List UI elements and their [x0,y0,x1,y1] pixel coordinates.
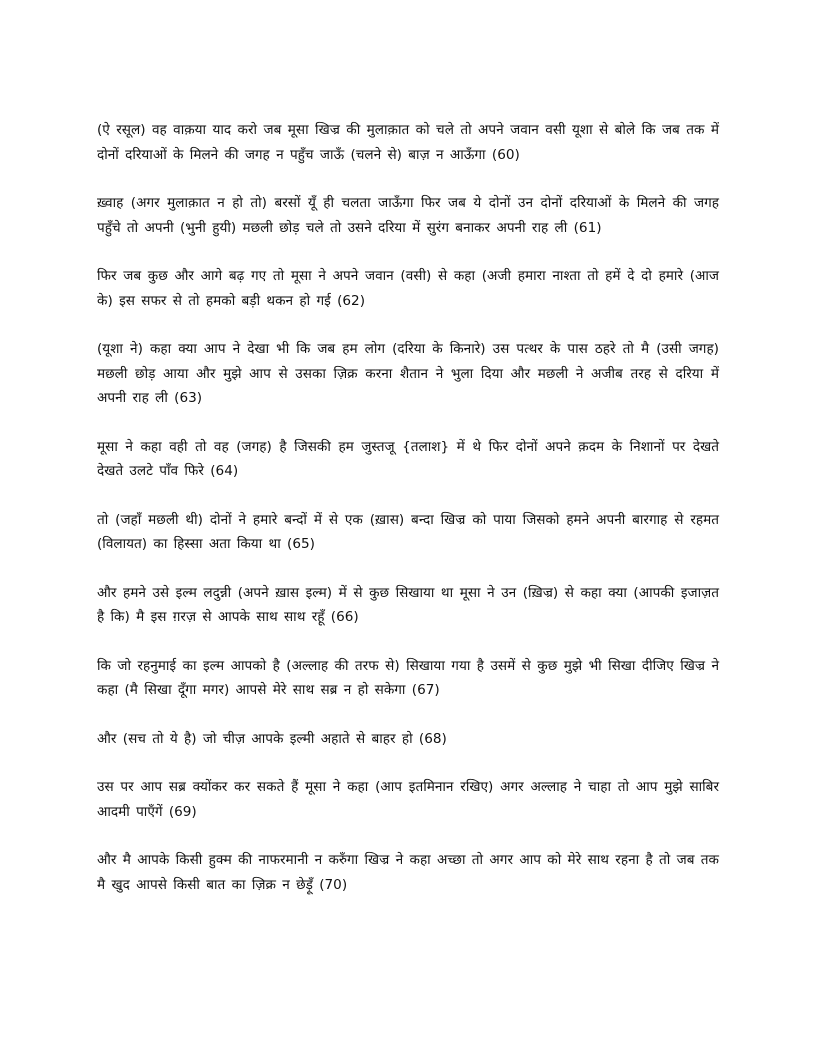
verse-70: और मै आपके किसी हुक्म की नाफरमानी न करुँगा खिज्र ने कहा अच्छा तो अगर आप को मेरे साथ रहना है तो जब तक मै खुद आपसे किसी बात का ज़िक्र न छेड़ूँ (70) [97,852,719,893]
verse-62: फिर जब कुछ और आगे बढ़ गए तो मूसा ने अपने जवान (वसी) से कहा (अजी हमारा नाश्ता तो हमें दे दो हमारे (आज के) इस सफर से तो हमको बड़ी थकन हो गई (62) [97,268,719,309]
document-page [97,118,719,921]
verse-64: मूसा ने कहा वही तो वह (जगह) है जिसकी हम जुस्तजू {तलाश} में थे फिर दोनों अपने क़दम के निशानों पर देखते देखते उलटे पाँव फिरे (64) [97,438,719,479]
verse-68: और (सच तो ये है) जो चीज़ आपके इल्मी अहाते से बाहर हो (68) [97,730,447,747]
verse-67: कि जो रहनुमाई का इल्म आपको है (अल्लाह की तरफ से) सिखाया गया है उसमें से कुछ मुझे भी सिखा दीजिए खिज्र ने कहा (मै सिखा दूँगा मगर) आपसे मेरे साथ सब्र न हो सकेगा (67) [97,657,719,698]
verse-61: ख़्वाह (अगर मुलाक़ात न हो तो) बरसों यूँ ही चलता जाऊँगा फिर जब ये दोनों उन दोनों दरियाओं के मिलने की जगह पहुँचे तो अपनी (भुनी हुयी) मछली छोड़ चले तो उसने दरिया में सुरंग बनाकर अपनी राह ली (61) [97,195,719,236]
verse-63: (यूशा ने) कहा क्या आप ने देखा भी कि जब हम लोग (दरिया के किनारे) उस पत्थर के पास ठहरे तो मै (उसी जगह) मछली छोड़ आया और मुझे आप से उसका ज़िक्र करना शैतान ने भुला दिया और मछली ने अजीब तरह से दरिया में अपनी राह ली (63) [97,341,719,406]
verse-65: तो (जहाँ मछली थी) दोनों ने हमारे बन्दों में से एक (ख़ास) बन्दा खिज्र को पाया जिसको हमने अपनी बारगाह से रहमत (विलायत) का हिस्सा अता किया था (65) [97,511,719,552]
verse-69: उस पर आप सब्र क्योंकर कर सकते हैं मूसा ने कहा (आप इतमिनान रखिए) अगर अल्लाह ने चाहा तो आप मुझे साबिर आदमी पाएँगें (69) [97,779,720,820]
verse-60: (ऐ रसूल) वह वाक़या याद करो जब मूसा खिज्र की मुलाक़ात को चले तो अपने जवान वसी यूशा से बोले कि जब तक में दोनों दरियाओं के मिलने की जगह न पहुँच जाऊँ (चलने से) बाज़ न आऊँगा (60) [97,122,719,163]
verse-66: और हमने उसे इल्म लदुन्नी (अपने ख़ास इल्म) में से कुछ सिखाया था मूसा ने उन (ख़िज्र) से कहा क्या (आपकी इजाज़त है कि) मै इस ग़रज़ से आपके साथ साथ रहूँ (66) [97,584,719,625]
